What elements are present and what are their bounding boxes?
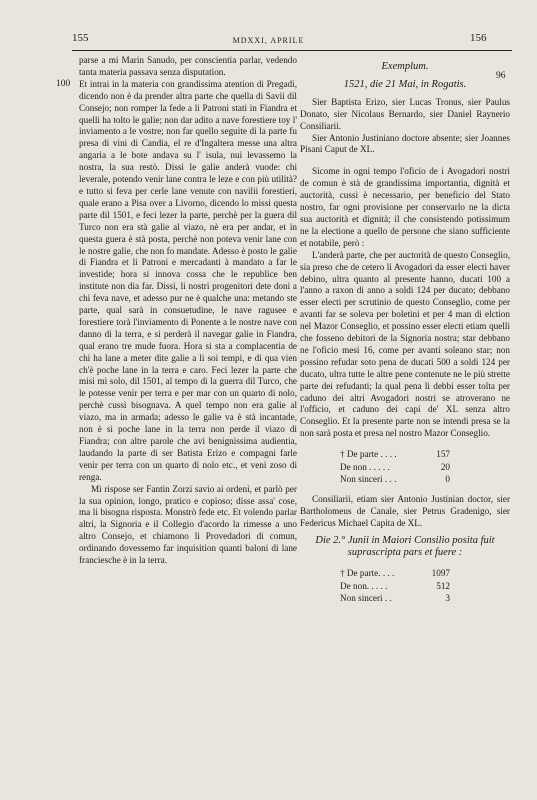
margin-number-left: 100	[56, 79, 71, 89]
decree-paragraph-2: L'anderà parte, che per auctorità de questo Conseglio, sia preso che de cetero li Avogadori da esser electi haver debino, ultra quanto al presente hanno, ducati 100 a l'anno a raxon di anno a soldi 124 per ducato; debbano esser electi per scrutinio de questo Conseglio, come per avanti far se soleva per boletini et per 4 man di elction nel Mazor Conseglio, et possino esser electi etiam quelli che fosseno debitori de la Signoria nostra; star debbano ne l'oficio mesi 16, come per avanti soleano star; non possino refudar soto pena de ducati 500 a soldi 124 per ducato, ultra tutte le altre pene contenute ne le più strette parte dei refudanti; la qual pena li debbi esser tolta per caduno dei altri Avogadori nostri se atroverano ne l'officio, et caduno dei capi de' XL senza altro Conseglio. Et la presente parte non se intendi presa se la non sarà posta et presa nel nostro Mazor Conseglio.	[300, 249, 510, 439]
vote-label: De non. . . . .	[340, 580, 388, 591]
decree-paragraph-3: Consiliarii, etiam sier Antonio Justinian doctor, sier Bartholomeus de Canale, sier Petrus Gradenigo, sier Federicus Michael Capita de XL.	[300, 493, 510, 528]
decree-paragraph-1: Sicome in ogni tempo l'oficio de i Avogadori nostri de comun è stà de grandissima importantia, dignità et auctorità, cussì è necessario, per beneficio del Stato nostro, far ogni provisione per conservarlo ne la dicta sua auctorità et dignità; il che consistendo potissimum ne la electione a quello de persone che siano sufficiente et notabile, però :	[300, 166, 510, 248]
vote-count: 157	[436, 449, 450, 460]
date-heading: 1521, die 21 Mai, in Rogatis.	[343, 78, 467, 90]
left-paragraph-1: parse a mi Marin Sanudo, per conscientia parlar, vedendo tanta materia passava senza disputation.	[79, 55, 297, 77]
page-number-left: 155	[72, 32, 89, 44]
vote-count: 3	[445, 593, 450, 604]
page-number-right: 156	[470, 32, 487, 44]
vote-row	[340, 580, 510, 593]
vote-row	[340, 448, 510, 461]
vote-label: De non . . . . .	[340, 461, 390, 472]
vote-label: Non sinceri . .	[340, 593, 392, 604]
vote-count: 512	[436, 580, 450, 591]
margin-number-right: 96	[496, 71, 506, 81]
left-paragraph-3: Mi rispose ser Fantin Zorzi savio ai ordeni, et parlò per la sua opinion, longo, pratico e copioso; disse assa' cose, ma li bisogna risposta. Monstrò fede etc. Et volendo parlar altri, la Signoria e il Collegio d'acordo la rimesse a uno altro Consejo, et chiamono li Provedadori di comun, ordinando dovessemo far inquisition quanti baloni di lane franciesche è in la terra.	[79, 483, 297, 566]
left-column	[79, 55, 297, 567]
vote-label: Non sinceri . . .	[340, 474, 397, 485]
vote-count: 0	[445, 474, 450, 485]
header-rule	[72, 50, 512, 51]
vote-tally-1	[340, 448, 510, 486]
running-title: MDXXI, APRILE	[232, 36, 305, 45]
vote-row	[340, 567, 510, 580]
proposers: Sier Baptista Erizo, sier Lucas Tronus, sier Paulus Donato, sier Nicolaus Bernardo, sier Daniel Raynerio Consiliarii.	[300, 96, 510, 131]
vote-label: † De parte. . . .	[340, 568, 395, 579]
vote-count: 1097	[431, 568, 450, 579]
vote-label: † De parte . . . .	[340, 449, 397, 460]
june-heading: Die 2.° Junii in Maiori Consilio posita fuit suprascripta pars et fuere :	[315, 535, 495, 559]
vote-row	[340, 473, 510, 486]
vote-tally-2	[340, 567, 510, 605]
vote-count: 20	[440, 461, 450, 472]
vote-row	[340, 592, 510, 605]
second-proposers: Sier Antonio Justiniano doctore absente; sier Joannes Pisani Caput de XL.	[300, 132, 510, 155]
left-paragraph-2: Et intrai in la materia con grandissima atention di Pregadi, dicendo non è da prender altra parte che quella di Savii dil Consejo; non romper la fede a li Patroni stati in Fiandra et quelli ha tolto le galie; non dar adito a nave forestiere toy l' inviamento a le vostre; non far quello seguite di la parte fu presa di vini di Candia, el re d'Ingaltera messe una altra angaria a le bote andava su l' isula, nui levassemo la nostra, la sua restò. Dissi le galie anderà vuode: chi leverale, potendo venir lane contra le leze e con più utilità? e tutto si feva per cerle lane venute con navilii forestieri, quale erano a Pisa over a Livorno, dicendo lo missi questa parte dil 1501, e feci lezer la parte, perchè per la guera dil Turco non era stà galie al viazo, nè era per andar, et in questa guera è stà posta, perchè non poteva venir lane con le nostre galie, che non fo mandate. Adesso è posto le galie di Fiandra et li Patroni e mercadanti à mandato a far le investide; hora si innova cossa che le republice ben institute non dia far. Dissi, li nostri progenitori dete doni a chi feva nave, et adesso pur ne è qualche una: metando ste parte, qual sarà in consuetudine, le nave ragusee e forestiere torà l'inviamento di Ponente a le nostre nave con danno di la terra, e si perderà il navegar galie in Fiandra, qual erano tre mude fuora. Hora si sta a complacentia de chi ha lane a meter dite galie a li soi tempi, e di qua vien ch'è poche lane in la terra e caro. Feci lezer la parte che misi mi solo, dil 1501, al tempo di la guerra dil Turco, che le potesse venir per terra e per mar con un quarto di nolo, perchè cussì bisognava. A quel tempo non era galie al viazo, ma in armada; adesso le galie va è stà incantade, non è sì poche lane in la terra non perde il viazo di Fiandra; con altre parole che avi benignissima audientia, laudando la parte di ser Batista Erizo e compagni farle venir per terra con un quarto di nolo etc., et veni zoso di renga.	[79, 78, 297, 482]
vote-row	[340, 461, 510, 474]
exemplum-heading: Exemplum.	[381, 61, 429, 72]
right-column	[300, 55, 510, 613]
